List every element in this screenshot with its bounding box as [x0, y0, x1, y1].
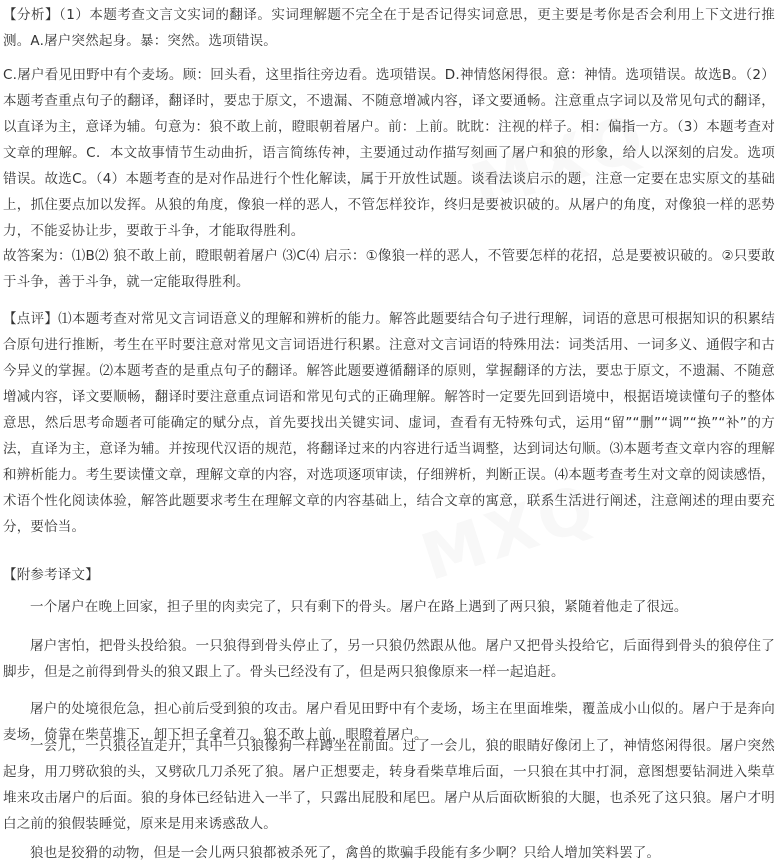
analysis-paragraph-1: 【分析】（1）本题考查文言文实词的翻译。实词理解题不完全在于是否记得实词意思，更主要是考你是否会利用上下文进行推测。A.屠户突然起身。暴：突然。选项错误。: [3, 7, 775, 49]
translation-paragraph-5: 狼也是狡猾的动物，但是一会儿两只狼都被杀死了，禽兽的欺骗手段能有多少啊？只给人增加笑料罢了。: [30, 845, 661, 861]
translation-paragraph-2: 屠户害怕，把骨头投给狼。一只狼得到骨头停止了，另一只狼仍然跟从他。屠户又把骨头投给它，后面得到骨头的狼停住了脚步，但是之前得到骨头的狼又跟上了。骨头已经没有了，但是两只狼像原来一样一起追赶。: [3, 638, 775, 680]
answer-paragraph: 故答案为：⑴B⑵ 狼不敢上前，瞪眼朝着屠户 ⑶C⑷ 启示：①像狼一样的恶人，不管要怎样的花招，总是要被识破的。②只要敢于斗争，善于斗争，就一定能取得胜利。: [3, 248, 775, 290]
translation-paragraph-3: 屠户的处境很危急，担心前后受到狼的攻击。屠户看见田野中有个麦场，场主在里面堆柴，覆盖成小山似的。屠户于是奔向麦场，倚靠在柴草堆下，卸下担子拿着刀。狼不敢上前，眼瞪着屠户。: [3, 701, 775, 743]
watermark: MXQ: [462, 100, 657, 226]
watermark: MXQ: [412, 470, 607, 596]
analysis-paragraph-2: C.屠户看见田野中有个麦场。顾：回头看，这里指往旁边看。选项错误。D.神情悠闲得很。意：神情。选项错误。故选B。（2）本题考查重点句子的翻译，翻译时，要忠于原文，不遗漏、不随意增减内容，译文要通畅。注意重点字词以及常见句式的翻译，以直译为主，意译为辅。句意为：狼不敢上前，瞪眼朝着屠户。前：上前。眈眈：注视的样子。相：偏指一方。（3）本题考查对文章的理解。C．本文故事情节生动曲折，语言简练传神，主要通过动作描写刻画了屠户和狼的形象，给人以深刻的启发。选项错误。故选C。（4）本题考查的是对作品进行个性化解读，属于开放性试题。谈看法谈启示的题，注意一定要在忠实原文的基础上，抓住要点加以发挥。从狼的角度，像狼一样的恶人，不管怎样狡诈，终归是要被识破的。从屠户的角度，对像狼一样的恶势力，不能妥协让步，要敢于斗争，才能取得胜利。: [3, 67, 775, 239]
translation-paragraph-4: 一会儿，一只狼径直走开，其中一只狼像狗一样蹲坐在前面。过了一会儿，狼的眼睛好像闭上了，神情悠闲得很。屠户突然起身，用刀劈砍狼的头，又劈砍几刀杀死了狼。屠户正想要走，转身看柴草堆后面，一只狼在其中打洞，意图想要钻洞进入柴草堆来攻击屠户的后面。狼的身体已经钻进入一半了，只露出屁股和尾巴。屠户从后面砍断狼的大腿，也杀死了这只狼。屠户才明白之前的狼假装睡觉，原来是用来诱惑敌人。: [3, 738, 775, 832]
translation-paragraph-1: 一个屠户在晚上回家，担子里的肉卖完了，只有剩下的骨头。屠户在路上遇到了两只狼，紧随着他走了很远。: [30, 599, 688, 615]
translation-header: 【附参考译文】: [3, 567, 99, 583]
comment-paragraph: 【点评】⑴本题考查对常见文言词语意义的理解和辨析的能力。解答此题要结合句子进行理解，词语的意思可根据知识的积累结合原句进行推断，考生在平时要注意对常见文言词语进行积累。注意对文言词语的特殊用法：词类活用、一词多义、通假字和古今异义的掌握。⑵本题考查的是重点句子的翻译。解答此题要遵循翻译的原则，掌握翻译的方法，要忠于原文，不遗漏、不随意增减内容，译文要顺畅，翻译时要注意重点词语和常见句式的正确理解。解答时一定要先回到语境中，根据语境读懂句子的整体意思，然后思考命题者可能确定的赋分点，首先要找出关键实词、虚词，查看有无特殊句式，运用“留”“删”“调”“换”“补”的方法，直译为主，意译为辅。并按现代汉语的规范，将翻译过来的内容进行适当调整，达到词达句顺。⑶本题考查文章内容的理解和辨析能力。考生要读懂文章，理解文章的内容，对选项逐项审读，仔细辨析，判断正误。⑷本题考查考生对文章的阅读感悟，术语个性化阅读体验，解答此题要求考生在理解文章的内容基础上，结合文章的寓意，联系生活进行阐述，注意阐述的理由要充分，要恰当。: [3, 311, 775, 535]
